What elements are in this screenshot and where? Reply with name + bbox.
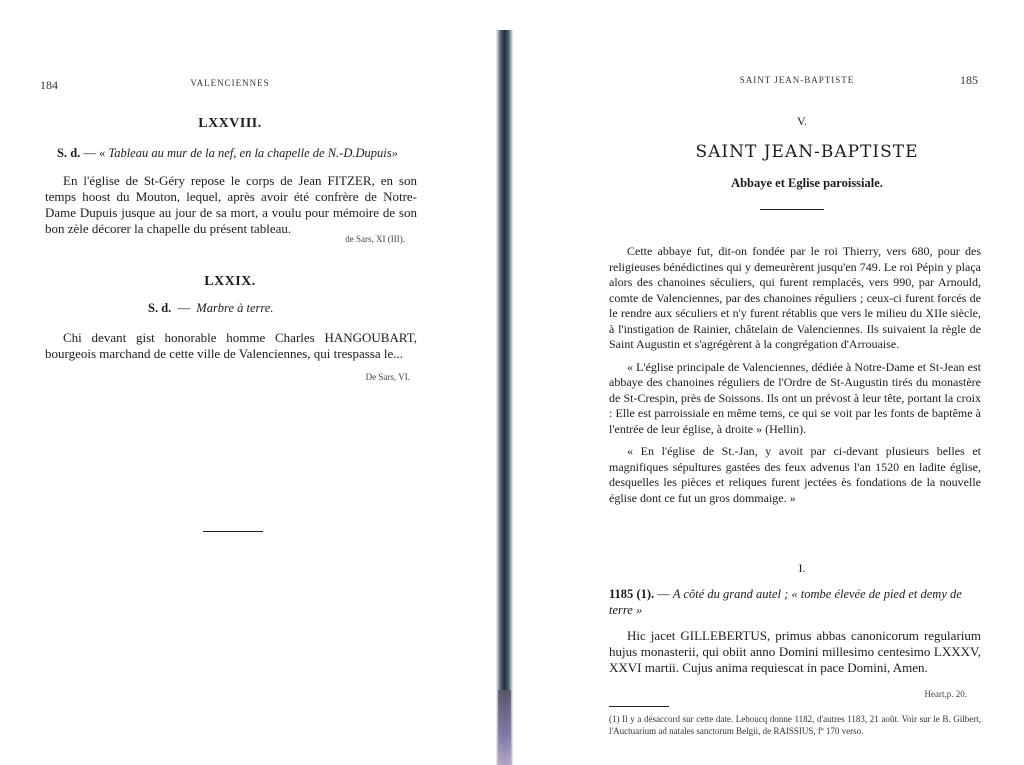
entry-rubric (609, 586, 981, 618)
entry-citation: Heart,p. 20. (924, 689, 967, 699)
section-number: LXXIX. (204, 274, 256, 289)
rubric-sd: S. d. (57, 146, 81, 160)
rubric-dash: — (657, 587, 670, 601)
section-citation: De Sars, VI. (365, 372, 410, 382)
title-rule (760, 209, 824, 210)
left-running-head: VALENCIENNES (190, 78, 270, 88)
chapter-title: SAINT JEAN-BAPTISTE (695, 142, 919, 162)
section-citation: de Sars, XI (III). (345, 234, 405, 244)
section-number: LXXVIII. (198, 116, 262, 131)
rubric-dash: — (177, 301, 191, 315)
rubric-text: A côté du grand autel ; « tombe élevée de pied et demy de terre » (609, 587, 962, 617)
right-running-head: SAINT JEAN-BAPTISTE (739, 75, 855, 85)
rubric-sd: S. d. (148, 301, 172, 315)
intro-text (609, 244, 981, 506)
chapter-number: V. (796, 114, 808, 128)
rubric-dash: — « (83, 146, 106, 160)
chapter-subtitle: Abbaye et Eglise paroissiale. (731, 176, 883, 190)
intro-paragraph: « L'église principale de Valenciennes, dédiée à Notre-Dame et St-Jean est abbaye des chanoines réguliers de l'Ordre de St-Augustin tirés du monastère de St-Crespin, près de Soissons. Ils ont un prévost à leur tête, portant la croix : Elle est parroissiale en même tems, ce qui se voit par les fonts de baptême à l'entrée de leur église, à droite » (Hellin). (609, 359, 981, 436)
section-text: En l'église de St-Géry repose le corps de Jean FITZER, en son temps hoost du Mouton, lequel, après avoir été confrère de Notre-Dame Dupuis jusque au jour de sa mort, a voulu pour mémoire de son bon zèle décorer la chapelle du présent tableau. (45, 173, 417, 236)
entry-text: Hic jacet GILLEBERTUS, primus abbas canonicorum regularium hujus monasterii, qui obiit anno Domini millesimo centesimo LXXXV, XXVI martii. Cujus anima requiescat in pace Domini, Amen. (609, 628, 981, 675)
footnote: (1) Il y a désaccord sur cette date. Leboucq donne 1182, d'autres 1183, 21 août. Voir sur le B. Gilbert, l'Auctuarium ad natales sanctorum Belgii, de RAISSIUS, fº 170 verso. (609, 714, 981, 736)
intro-paragraph: Cette abbaye fut, dit-on fondée par le roi Thierry, vers 680, pour des religieuses bénédictines qui y demeurèrent jusqu'en 749. Le roi Pépin y plaça alors des chanoines séculiers, qui furent remplacés, vers 990, par Arnould, comte de Valenciennes, par des chanoines réguliers ; ceux-ci furent forcés de le rendre aux séculiers et n'y furent rétablis que vers le milieu du XIIe siècle, à l'instigation de Rainier, châtelain de Valenciennes. Ils suivaient la règle de Saint Augustin et s'agrégèrent à la congrégation d'Arrouaise. (609, 244, 981, 351)
rubric-text: Marbre à terre. (196, 301, 274, 315)
section-rubric (57, 146, 437, 161)
rubric-text: Tableau au mur de la nef, en la chapelle de N.-D.Dupuis» (108, 146, 398, 160)
right-page (512, 0, 1024, 765)
entry-number: I. (798, 561, 806, 575)
end-rule (203, 531, 263, 532)
footnote-rule (609, 706, 669, 707)
section-rubric (148, 301, 408, 316)
entry-year: 1185 (609, 587, 634, 601)
right-page-number: 185 (960, 73, 978, 87)
left-page-number: 184 (40, 78, 58, 92)
footnote-ref: (1). (636, 587, 655, 601)
section-text: Chi devant gist honorable homme Charles HANGOUBART, bourgeois marchand de cette ville de Valenciennes, qui trespassa le... (45, 330, 417, 361)
intro-paragraph: « En l'église de St.-Jan, y avoit par ci-devant plusieurs belles et magnifiques sépultures gastées des feux advenus l'an 1520 en ladite église, desquelles les pièces et reliques furent jectées ès fondations de la nouvelle église dont ce fut un gros dommaige. » (609, 444, 981, 505)
left-page (0, 0, 500, 765)
